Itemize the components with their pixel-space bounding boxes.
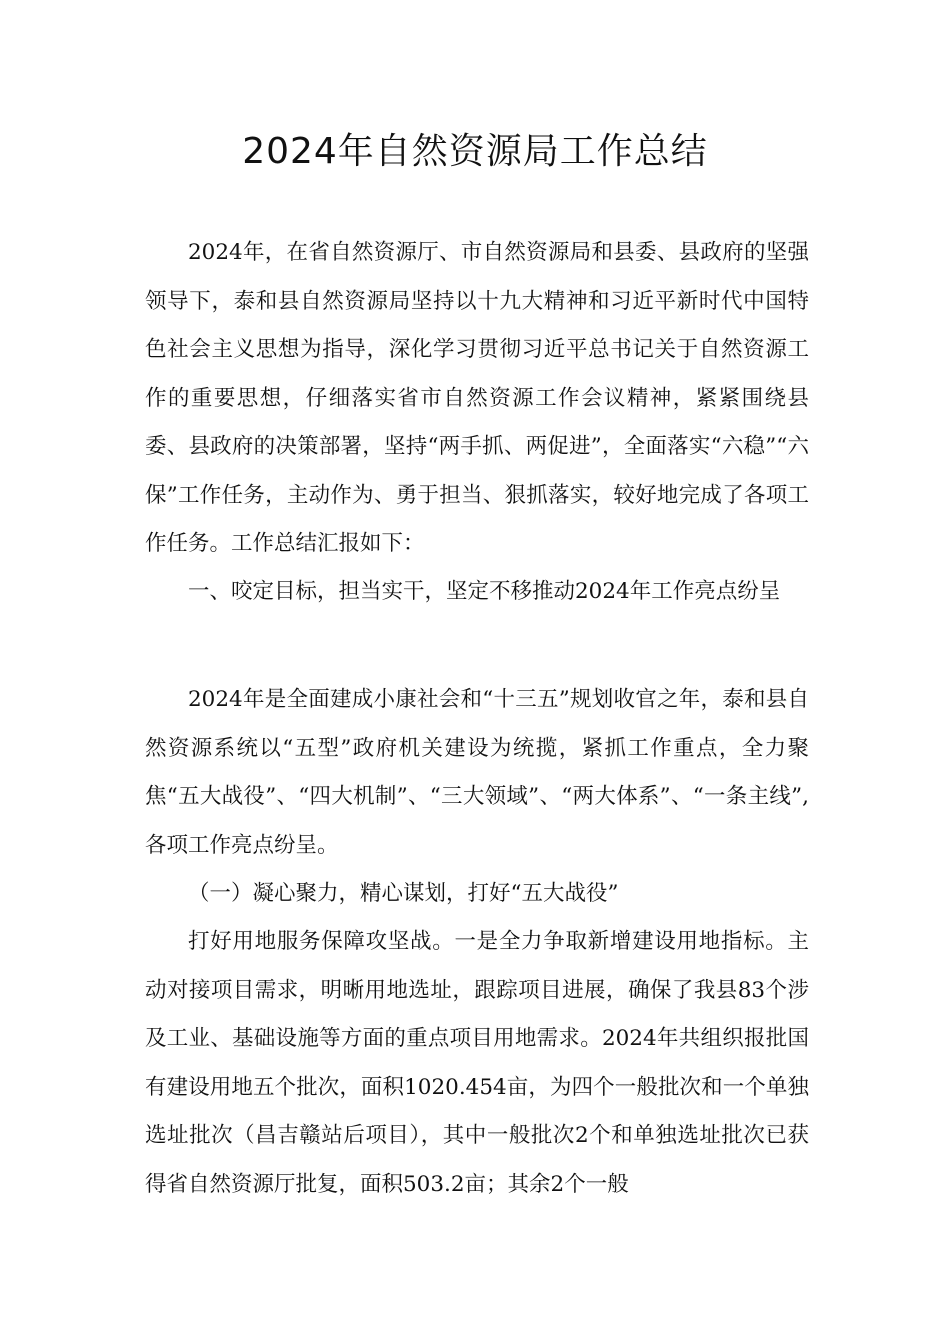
paragraph-overview: 2024年是全面建成小康社会和“十三五”规划收官之年，泰和县自然资源系统以“五型”政府机关建设为统揽，紧抓工作重点，全力聚焦“五大战役”、“四大机制”、“三大领域”、“两大体系”、“一条主线”,各项工作亮点纷呈。	[145, 687, 809, 858]
document-title: 2024年自然资源局工作总结	[242, 131, 708, 172]
subsection-heading-1: （一）凝心聚力，精心谋划，打好“五大战役”	[188, 881, 619, 906]
paragraph-intro: 2024年，在省自然资源厅、市自然资源局和县委、县政府的坚强领导下，泰和县自然资源局坚持以十九大精神和习近平新时代中国特色社会主义思想为指导，深化学习贯彻习近平总书记关于自然资源工作的重要思想，仔细落实省市自然资源工作会议精神，紧紧围绕县委、县政府的决策部署，坚持“两手抓、两促进”，全面落实“六稳”“六保”工作任务，主动作为、勇于担当、狠抓落实，较好地完成了各项工作任务。工作总结汇报如下：	[145, 240, 809, 556]
paragraph-land-use: 打好用地服务保障攻坚战。一是全力争取新增建设用地指标。主动对接项目需求，明晰用地选址，跟踪项目进展，确保了我县83个涉及工业、基础设施等方面的重点项目用地需求。2024年共组织报批国有建设用地五个批次，面积1020.454亩，为四个一般批次和一个单独选址批次（昌吉赣站后项目），其中一般批次2个和单独选址批次已获得省自然资源厅批复，面积503.2亩；其余2个一般	[145, 929, 809, 1197]
section-heading-1: 一、咬定目标，担当实干，坚定不移推动2024年工作亮点纷呈	[188, 579, 781, 604]
